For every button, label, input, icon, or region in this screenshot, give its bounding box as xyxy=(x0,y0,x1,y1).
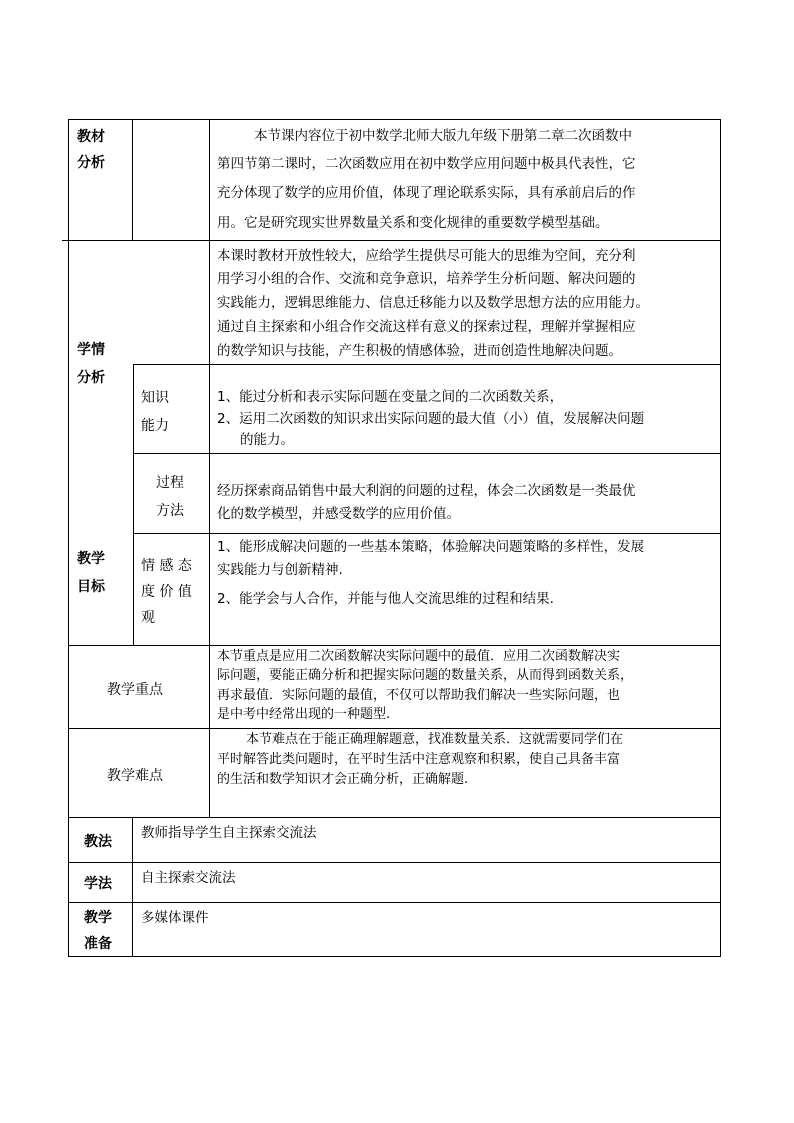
row-line-7 xyxy=(68,817,721,818)
row-line-3 xyxy=(133,453,721,454)
learning-value: 自主探索交流法 xyxy=(141,870,236,886)
teaching-goals-label: 教学 目标 xyxy=(77,551,105,595)
text-line: 充分体现了数学的应用价值，体现了理论联系实际，具有承前启后的作 xyxy=(217,185,636,201)
text-line: 是中考中经常出现的一种题型. xyxy=(217,707,391,722)
text-line: 实践能力与创新精神. xyxy=(217,562,343,578)
learning-label: 学法 xyxy=(84,876,112,892)
knowledge-label: 知识 能力 xyxy=(141,390,169,434)
text-line: 经历探索商品销售中最大利润的问题的过程，体会二次函数是一类最优 xyxy=(217,483,636,499)
col-line-bottom xyxy=(132,817,133,957)
text-line: 本节重点是应用二次函数解决实际问题中的最值．应用二次函数解决实 xyxy=(217,649,621,664)
row-line-4 xyxy=(133,533,721,534)
text-line: 的生活和数学知识才会正确分析，正确解题. xyxy=(217,772,469,787)
text-line: 2、运用二次函数的知识求出实际问题的最大值（小）值，发展解决问题 xyxy=(217,411,645,427)
text-line: 实践能力，逻辑思维能力、信息迁移能力以及数学思想方法的应用能力。 xyxy=(217,295,649,311)
text-line: 本课时教材开放性较大，应给学生提供尽可能大的思维为空间，充分利 xyxy=(217,248,636,264)
row-line-9 xyxy=(68,902,721,903)
method-label: 教法 xyxy=(84,834,112,850)
text-line: 化的数学模型，并感受数学的应用价值。 xyxy=(217,506,460,522)
text-line: 2、能学会与人合作，并能与他人交流思维的过程和结果. xyxy=(217,591,554,607)
text-line: 平时解答此类问题时，在平时生活中注意观察和积累，使自己具备丰富 xyxy=(217,752,621,767)
text-line: 再求最值．实际问题的最值，不仅可以帮助我们解决一些实际问题，也 xyxy=(217,688,621,703)
row-line-1 xyxy=(62,240,721,241)
text-line: 1、能形成解决问题的一些基本策略，体验解决问题策略的多样性，发展 xyxy=(217,539,645,555)
preparation-label: 教学 准备 xyxy=(84,910,112,952)
text-line: 本节课内容位于初中数学北师大版九年级下册第二章二次函数中 xyxy=(254,128,632,144)
process-label: 过程 方法 xyxy=(156,475,184,519)
table-border-left xyxy=(68,240,69,957)
table-border-left-top xyxy=(68,119,69,240)
col-line-goals xyxy=(133,364,134,645)
row-line-5 xyxy=(68,645,721,646)
difficulties-label: 教学难点 xyxy=(107,768,163,784)
col-line-1 xyxy=(132,119,133,240)
material-analysis-label: 教材 分析 xyxy=(77,129,105,171)
method-value: 教师指导学生自主探索交流法 xyxy=(141,825,317,841)
text-line: 用。它是研究现实世界数量关系和变化规律的重要数学模型基础。 xyxy=(217,215,609,231)
text-line: 的能力。 xyxy=(240,432,294,448)
table-border-top xyxy=(68,119,720,120)
text-line: 用学习小组的合作、交流和竞争意识，培养学生分析问题、解决问题的 xyxy=(217,271,636,287)
col-line-2 xyxy=(209,119,210,817)
row-line-6 xyxy=(68,728,721,729)
text-line: 通过自主探索和小组合作交流这样有意义的探索过程，理解并掌握相应 xyxy=(217,319,636,335)
text-line: 的数学知识与技能，产生积极的情感体验，进而创造性地解决问题。 xyxy=(217,343,622,359)
row-line-8 xyxy=(68,862,721,863)
text-line: 1、能过分析和表示实际问题在变量之间的二次函数关系， xyxy=(217,389,564,405)
text-line: 际问题，要能正确分析和把握实际问题的数量关系，从而得到函数关系， xyxy=(217,668,634,683)
student-analysis-label: 学情 分析 xyxy=(77,342,105,386)
emotion-label: 情 感 态 度 价 值 观 xyxy=(141,558,192,626)
key-points-label: 教学重点 xyxy=(107,682,163,698)
preparation-value: 多媒体课件 xyxy=(141,910,209,926)
text-line: 本节难点在于能正确理解题意，找准数量关系．这就需要同学们在 xyxy=(246,732,624,747)
row-line-2 xyxy=(133,364,721,365)
table-border-right xyxy=(720,119,721,957)
text-line: 第四节第二课时，二次函数应用在初中数学应用问题中极具代表性，它 xyxy=(217,156,636,172)
table-border-bottom xyxy=(68,956,721,957)
